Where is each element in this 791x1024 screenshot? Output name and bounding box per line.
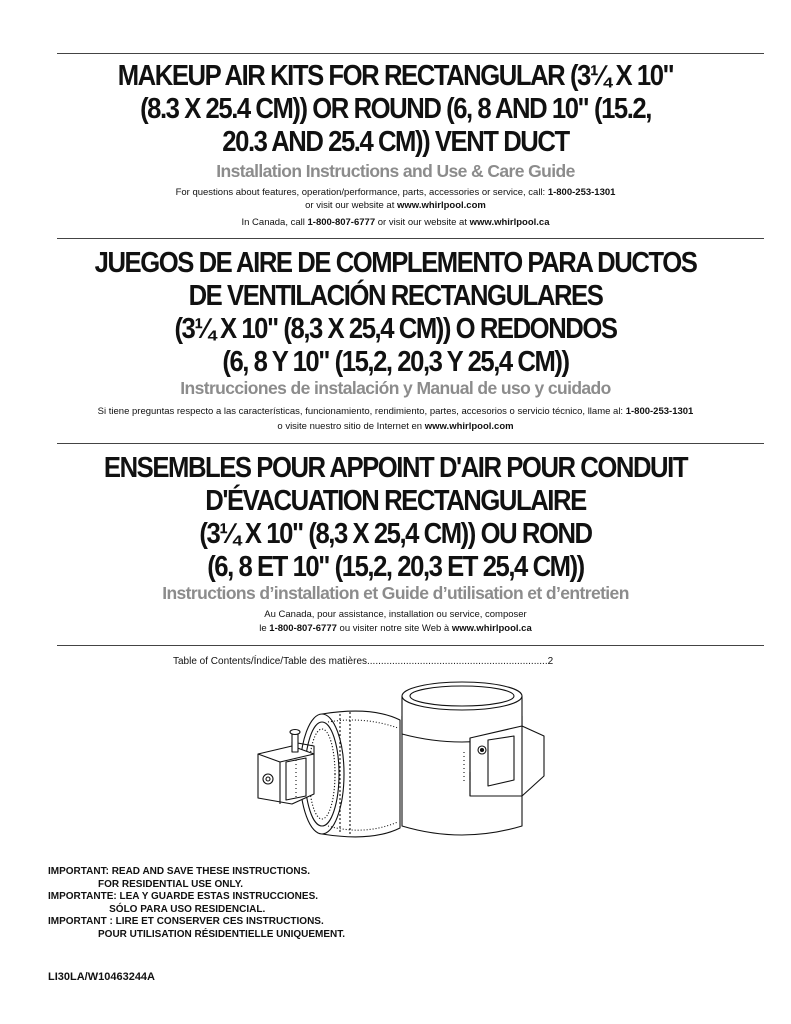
- website-link[interactable]: www.whirlpool.com: [397, 200, 486, 211]
- important-line: IMPORTANT : LIRE ET CONSERVER CES INSTRUCTIONS.: [48, 916, 324, 927]
- spanish-title-line: (6, 8 Y 10" (15,2, 20,3 Y 25,4 CM)): [222, 346, 569, 378]
- important-line: FOR RESIDENTIAL USE ONLY.: [48, 878, 244, 890]
- french-title-line: D'ÉVACUATION RECTANGULAIRE: [205, 485, 586, 517]
- spanish-title-line: (3¼ X 10" (8,3 X 25,4 CM)) O REDONDOS: [174, 313, 617, 345]
- important-notice: [48, 866, 345, 941]
- french-contact-line: le 1-800-807-6777 ou visiter notre site Web à www.whirlpool.ca: [259, 623, 532, 634]
- english-contact-line: In Canada, call 1-800-807-6777 or visit our website at www.whirlpool.ca: [241, 217, 550, 228]
- important-line: IMPORTANT: READ AND SAVE THESE INSTRUCTIONS.: [48, 866, 311, 877]
- french-title-line: ENSEMBLES POUR APPOINT D'AIR POUR CONDUIT: [103, 452, 688, 484]
- french-title-line: (6, 8 ET 10" (15,2, 20,3 ET 25,4 CM)): [207, 551, 584, 583]
- english-title-line: 20.3 AND 25.4 CM)) VENT DUCT: [222, 126, 569, 158]
- english-contact-line: For questions about features, operation/performance, parts, accessories or service, call: 1-800-253-1301: [175, 187, 616, 198]
- important-line: SÓLO PARA USO RESIDENCIAL.: [48, 903, 266, 915]
- spanish-title-line: DE VENTILACIÓN RECTANGULARES: [188, 280, 603, 312]
- spanish-contact-line: o visite nuestro sitio de Internet en www.whirlpool.com: [277, 421, 514, 432]
- spanish-contact-line: Si tiene preguntas respecto a las características, funcionamiento, rendimiento, partes, accesorios o servicio técnico, llame al: 1-800-253-1301: [97, 406, 694, 417]
- makeup-air-damper-illustration: [252, 676, 552, 854]
- french-contact-line: Au Canada, pour assistance, installation ou service, composer: [264, 609, 527, 620]
- divider: [57, 238, 764, 239]
- french-subtitle: Instructions d’installation et Guide d’utilisation et d’entretien: [162, 583, 629, 603]
- phone-number: 1-800-253-1301: [625, 406, 694, 417]
- document-number: LI30LA/W10463244A: [48, 971, 155, 983]
- table-of-contents-entry[interactable]: [173, 656, 553, 667]
- toc-leader: .................................................................: [367, 656, 548, 667]
- english-title: [76, 60, 716, 159]
- toc-label: Table of Contents/Índice/Table des matières: [173, 656, 367, 667]
- website-link[interactable]: www.whirlpool.com: [424, 421, 514, 432]
- website-link[interactable]: www.whirlpool.ca: [451, 623, 532, 634]
- phone-number: 1-800-253-1301: [547, 187, 616, 198]
- website-link[interactable]: www.whirlpool.ca: [469, 217, 550, 228]
- important-line: IMPORTANTE: LEA Y GUARDE ESTAS INSTRUCCIONES.: [48, 891, 319, 902]
- phone-number: 1-800-807-6777: [269, 623, 337, 634]
- damper-cylinder-icon: [300, 711, 400, 837]
- divider: [57, 645, 764, 646]
- french-title-line: (3¼ X 10" (8,3 X 25,4 CM)) OU ROND: [199, 518, 592, 550]
- divider: [57, 53, 764, 54]
- divider: [57, 443, 764, 444]
- english-contact-line: or visit our website at www.whirlpool.com: [305, 200, 486, 211]
- important-line: POUR UTILISATION RÉSIDENTIELLE UNIQUEMENT.: [48, 928, 346, 940]
- english-title-line: (8.3 X 25.4 CM)) OR ROUND (6, 8 AND 10" (15.2,: [140, 93, 651, 125]
- spanish-title: [76, 247, 716, 379]
- spanish-subtitle: Instrucciones de instalación y Manual de uso y cuidado: [180, 378, 611, 398]
- round-collar-icon: [402, 682, 544, 835]
- phone-number: 1-800-807-6777: [307, 217, 376, 228]
- french-title: [76, 452, 716, 584]
- english-title-line: MAKEUP AIR KITS FOR RECTANGULAR (3¼ X 10": [117, 60, 674, 92]
- toc-page-number: 2: [547, 656, 554, 667]
- spanish-title-line: JUEGOS DE AIRE DE COMPLEMENTO PARA DUCTOS: [94, 247, 697, 279]
- english-subtitle: Installation Instructions and Use & Care Guide: [216, 161, 575, 181]
